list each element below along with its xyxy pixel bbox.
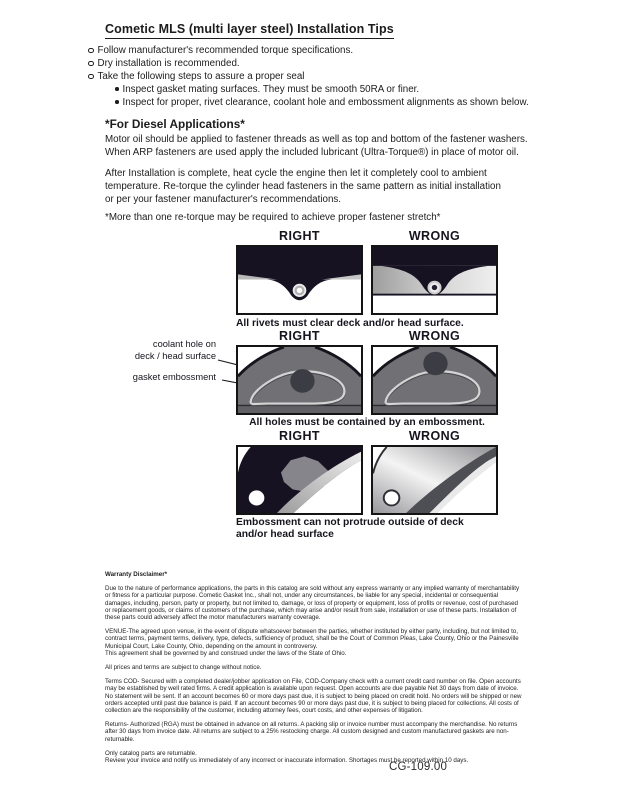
figure-rivet-wrong: [371, 245, 498, 315]
figure-rivet-right: [236, 245, 363, 315]
list-item: [88, 57, 529, 70]
rivet-icon: [293, 284, 307, 297]
dot-bullet-icon: [115, 87, 119, 91]
figure-column: [371, 429, 498, 515]
circle-bullet-icon: [88, 61, 94, 67]
legal-paragraph: This agreement shall be governed by and construed under the laws of the State of Ohio.: [105, 649, 347, 657]
figure-embossment-right: [236, 445, 363, 515]
wrong-label: WRONG: [408, 329, 461, 343]
bullet-text: Follow manufacturer's recommended torque specifications.: [97, 45, 354, 56]
legal-paragraph: Returns- Authorized (RGA) must be obtained in advance on all returns. A packing slip or invoice number must accompany the merchandise. No returns after 30 days from invoice date. All returns are subject to a 25% restocking charge. All custom designed and custom manufactured gaskets are non-returnable.: [105, 721, 518, 743]
paragraph-line: When ARP fasteners are used apply the included lubricant (Ultra-Torque®) in place of motor oil.: [105, 147, 519, 158]
figure-pair-holes: [236, 329, 498, 415]
paragraph-line: After Installation is complete, heat cycle the engine then let it completely cool to ambient: [105, 168, 487, 179]
legal-paragraph: Due to the nature of performance applications, the parts in this catalog are sold without any express warranty or any implied warranty of merchantability or fitness for a particular purpose. Cometic Gasket Inc., shall not, under any circumstances, be liable for any special, incidental or consequential damages, including, person, party or property, but not limited to, damage, or loss of property or equipment, loss of profits or revenue, cost of purchased or replacement goods, or claims of customers of the purchase, which may arise and/or result from sale, installation or use of these parts. Installation of these parts could adversely affect the motor manufacturers warranty coverage.: [105, 585, 520, 622]
right-label: RIGHT: [279, 329, 320, 343]
circle-bullet-icon: [88, 74, 94, 80]
paragraph-line: temperature. Re-torque the cylinder head fasteners in the same pattern as initial installation: [105, 181, 501, 192]
legal-paragraph: Terms COD- Secured with a completed dealer/jobber application on File, COD-Company check with a current credit card number on file. Open accounts may be established by well rated firms. A credit application is available upon request. Open accounts are due payable Net 30 days from date of invoice. No statement will be sent. If an account becomes 60 or more days past due, it is subject to being placed on credit hold. No orders will be shipped or new orders accepted until past due balance is paid. If an account becomes 90 or more days past due, it is subject to being placed for collections. All costs of collection are the responsibility of the customer, including attorney fees, court costs, and other expenses of litigation.: [105, 678, 522, 715]
paragraph-line: Motor oil should be applied to fastener threads as well as top and bottom of the fastener washers.: [105, 134, 528, 145]
figure-embossment-wrong: [371, 445, 498, 515]
legal-paragraph: Only catalog parts are returnable.: [105, 749, 197, 757]
coolant-hole-label: coolant hole on: [152, 339, 216, 349]
figure-holes-right: [236, 345, 363, 415]
bullet-text: Inspect for proper, rivet clearance, coolant hole and embossment alignments as shown below.: [122, 97, 529, 108]
figure-column: [236, 329, 363, 415]
wrong-label: WRONG: [408, 229, 461, 243]
embossment-caption: [236, 517, 464, 541]
figure-pair-embossment: [236, 429, 498, 515]
callout-labels: [104, 339, 216, 384]
coolant-hole: [423, 352, 447, 376]
legal-paragraph: All prices and terms are subject to change without notice.: [105, 664, 262, 672]
paragraph-line: or per your fastener manufacturer's recommendations.: [105, 194, 342, 205]
caption-line: Embossment can not protrude outside of deck: [236, 517, 464, 528]
figure-column: [371, 229, 498, 315]
gasket-embossment-label: gasket embossment: [132, 372, 216, 382]
figure-column: [236, 229, 363, 315]
list-item: [88, 70, 529, 83]
coolant-hole: [290, 369, 314, 393]
bullet-text: Dry installation is recommended.: [97, 58, 240, 69]
caption-line: and/or head surface: [236, 529, 334, 540]
page-code: CG-109.00: [389, 761, 448, 773]
bolt-hole: [384, 490, 400, 505]
bullet-text: Inspect gasket mating surfaces. They must be smooth 50RA or finer.: [122, 84, 420, 95]
right-label: RIGHT: [279, 429, 320, 443]
diesel-heading: *For Diesel Applications*: [105, 117, 245, 131]
holes-caption: All holes must be contained by an embossment.: [249, 417, 485, 428]
list-item: [115, 96, 529, 109]
bolt-hole: [249, 490, 265, 505]
figure-holes-wrong: [371, 345, 498, 415]
deck-surface: [373, 296, 496, 313]
diesel-paragraph-2: [105, 167, 501, 206]
diesel-paragraph-1: [105, 133, 528, 159]
figure-pair-rivet: [236, 229, 498, 315]
list-item: [115, 83, 529, 96]
retorque-note: *More than one re-torque may be required to achieve proper fastener stretch*: [105, 212, 441, 223]
bullet-text: Take the following steps to assure a proper seal: [97, 71, 305, 82]
legal-paragraph: VENUE-The agreed upon venue, in the event of dispute whatsoever between the parties, whether instituted by either party, including, but not limited to, contract terms, payment terms, delivery, type, defects, sufficiency of product, shall be the Court of Common Pleas, Lake County, Ohio or the Painesville Municipal Court, Lake County, Ohio, depending on the amount in controversy.: [105, 628, 519, 650]
warranty-disclaimer-heading: Warranty Disclaimer*: [105, 571, 168, 578]
circle-bullet-icon: [88, 48, 94, 54]
right-label: RIGHT: [279, 229, 320, 243]
wrong-label: WRONG: [408, 429, 461, 443]
figure-column: [371, 329, 498, 415]
installation-tips-list: [88, 44, 529, 109]
page-title: Cometic MLS (multi layer steel) Installation Tips: [105, 22, 394, 39]
rivet-caption: All rivets must clear deck and/or head surface.: [236, 318, 464, 329]
list-item: [88, 44, 529, 57]
dot-bullet-icon: [115, 100, 119, 104]
rivet-icon: [427, 281, 441, 295]
figure-column: [236, 429, 363, 515]
coolant-hole-label: deck / head surface: [134, 350, 216, 361]
legal-fine-print: [105, 571, 523, 771]
legal-paragraph: Review your invoice and notify us immediately of any incorrect or inaccurate information. Shortages must be reported within 10 days.: [105, 757, 469, 765]
